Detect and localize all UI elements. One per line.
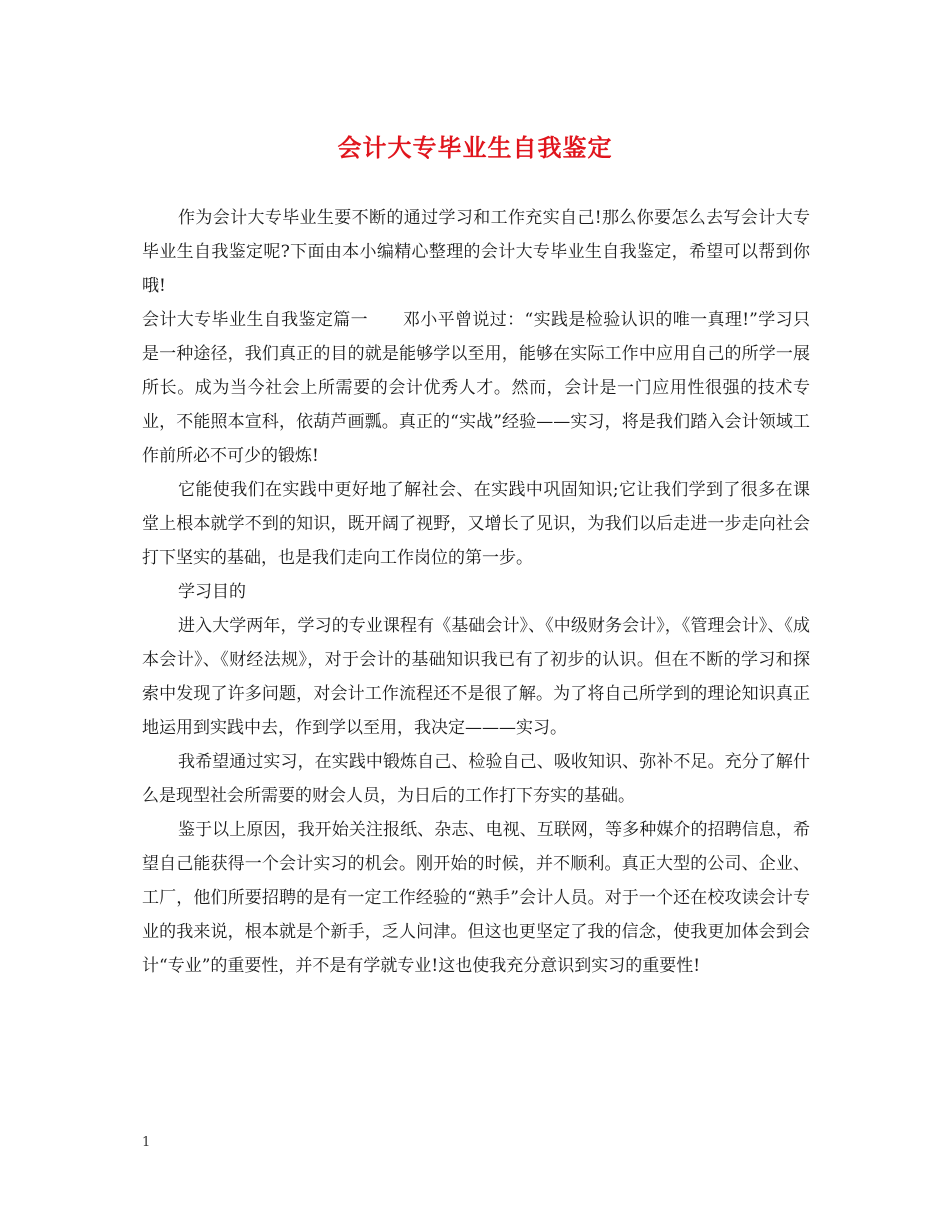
paragraph-practice: 它能使我们在实践中更好地了解社会、在实践中巩固知识;它让我们学到了很多在课堂上根本就学不到的知识，既开阔了视野，又增长了见识，为我们以后走进一步走向社会打下坚实的基础，也是我们走向工作岗位的第一步。 — [142, 480, 810, 568]
paragraph-job-search: 鉴于以上原因，我开始关注报纸、杂志、电视、互联网，等多种媒介的招聘信息，希望自己能获得一个会计实习的机会。刚开始的时候，并不顺利。真正大型的公司、企业、工厂，他们所要招聘的是有一定工作经验的“熟手”会计人员。对于一个还在校攻读会计专业的我来说，根本就是个新手，乏人问津。但这也更坚定了我的信念，使我更加体会到会计“专业”的重要性，并不是有学就专业!这也使我充分意识到实习的重要性! — [142, 820, 810, 976]
paragraph-hope: 我希望通过实习，在实践中锻炼自己、检验自己、吸收知识、弥补不足。充分了解什么是现型社会所需要的财会人员，为日后的工作打下夯实的基础。 — [142, 752, 810, 806]
paragraph-courses: 进入大学两年，学习的专业课程有《基础会计》、《中级财务会计》，《管理会计》、《成本会计》、《财经法规》，对于会计的基础知识我已有了初步的认识。但在不断的学习和探索中发现了许多问题，对会计工作流程还不是很了解。为了将自己所学到的理论知识真正地运用到实践中去，作到学以至用，我决定———实习。 — [142, 616, 810, 738]
paragraph-section-one: 会计大专毕业生自我鉴定篇一 邓小平曾说过：“实践是检验认识的唯一真理!”学习只是一种途径，我们真正的目的就是能够学以至用，能够在实际工作中应用自己的所学一展所长。成为当今社会上所需要的会计优秀人才。然而，会计是一门应用性很强的技术专业，不能照本宣科，依葫芦画瓢。真正的“实战”经验——实习，将是我们踏入会计领域工作前所必不可少的锻炼! — [142, 310, 810, 466]
document-body — [142, 201, 810, 983]
paragraph-intro: 作为会计大专毕业生要不断的通过学习和工作充实自己!那么你要怎么去写会计大专毕业生自我鉴定呢?下面由本小编精心整理的会计大专毕业生自我鉴定，希望可以帮到你哦! — [142, 208, 810, 296]
document-title: 会计大专毕业生自我鉴定 — [337, 133, 613, 162]
paragraph-heading-purpose: 学习目的 — [178, 582, 246, 602]
page-number: 1 — [142, 1135, 151, 1150]
